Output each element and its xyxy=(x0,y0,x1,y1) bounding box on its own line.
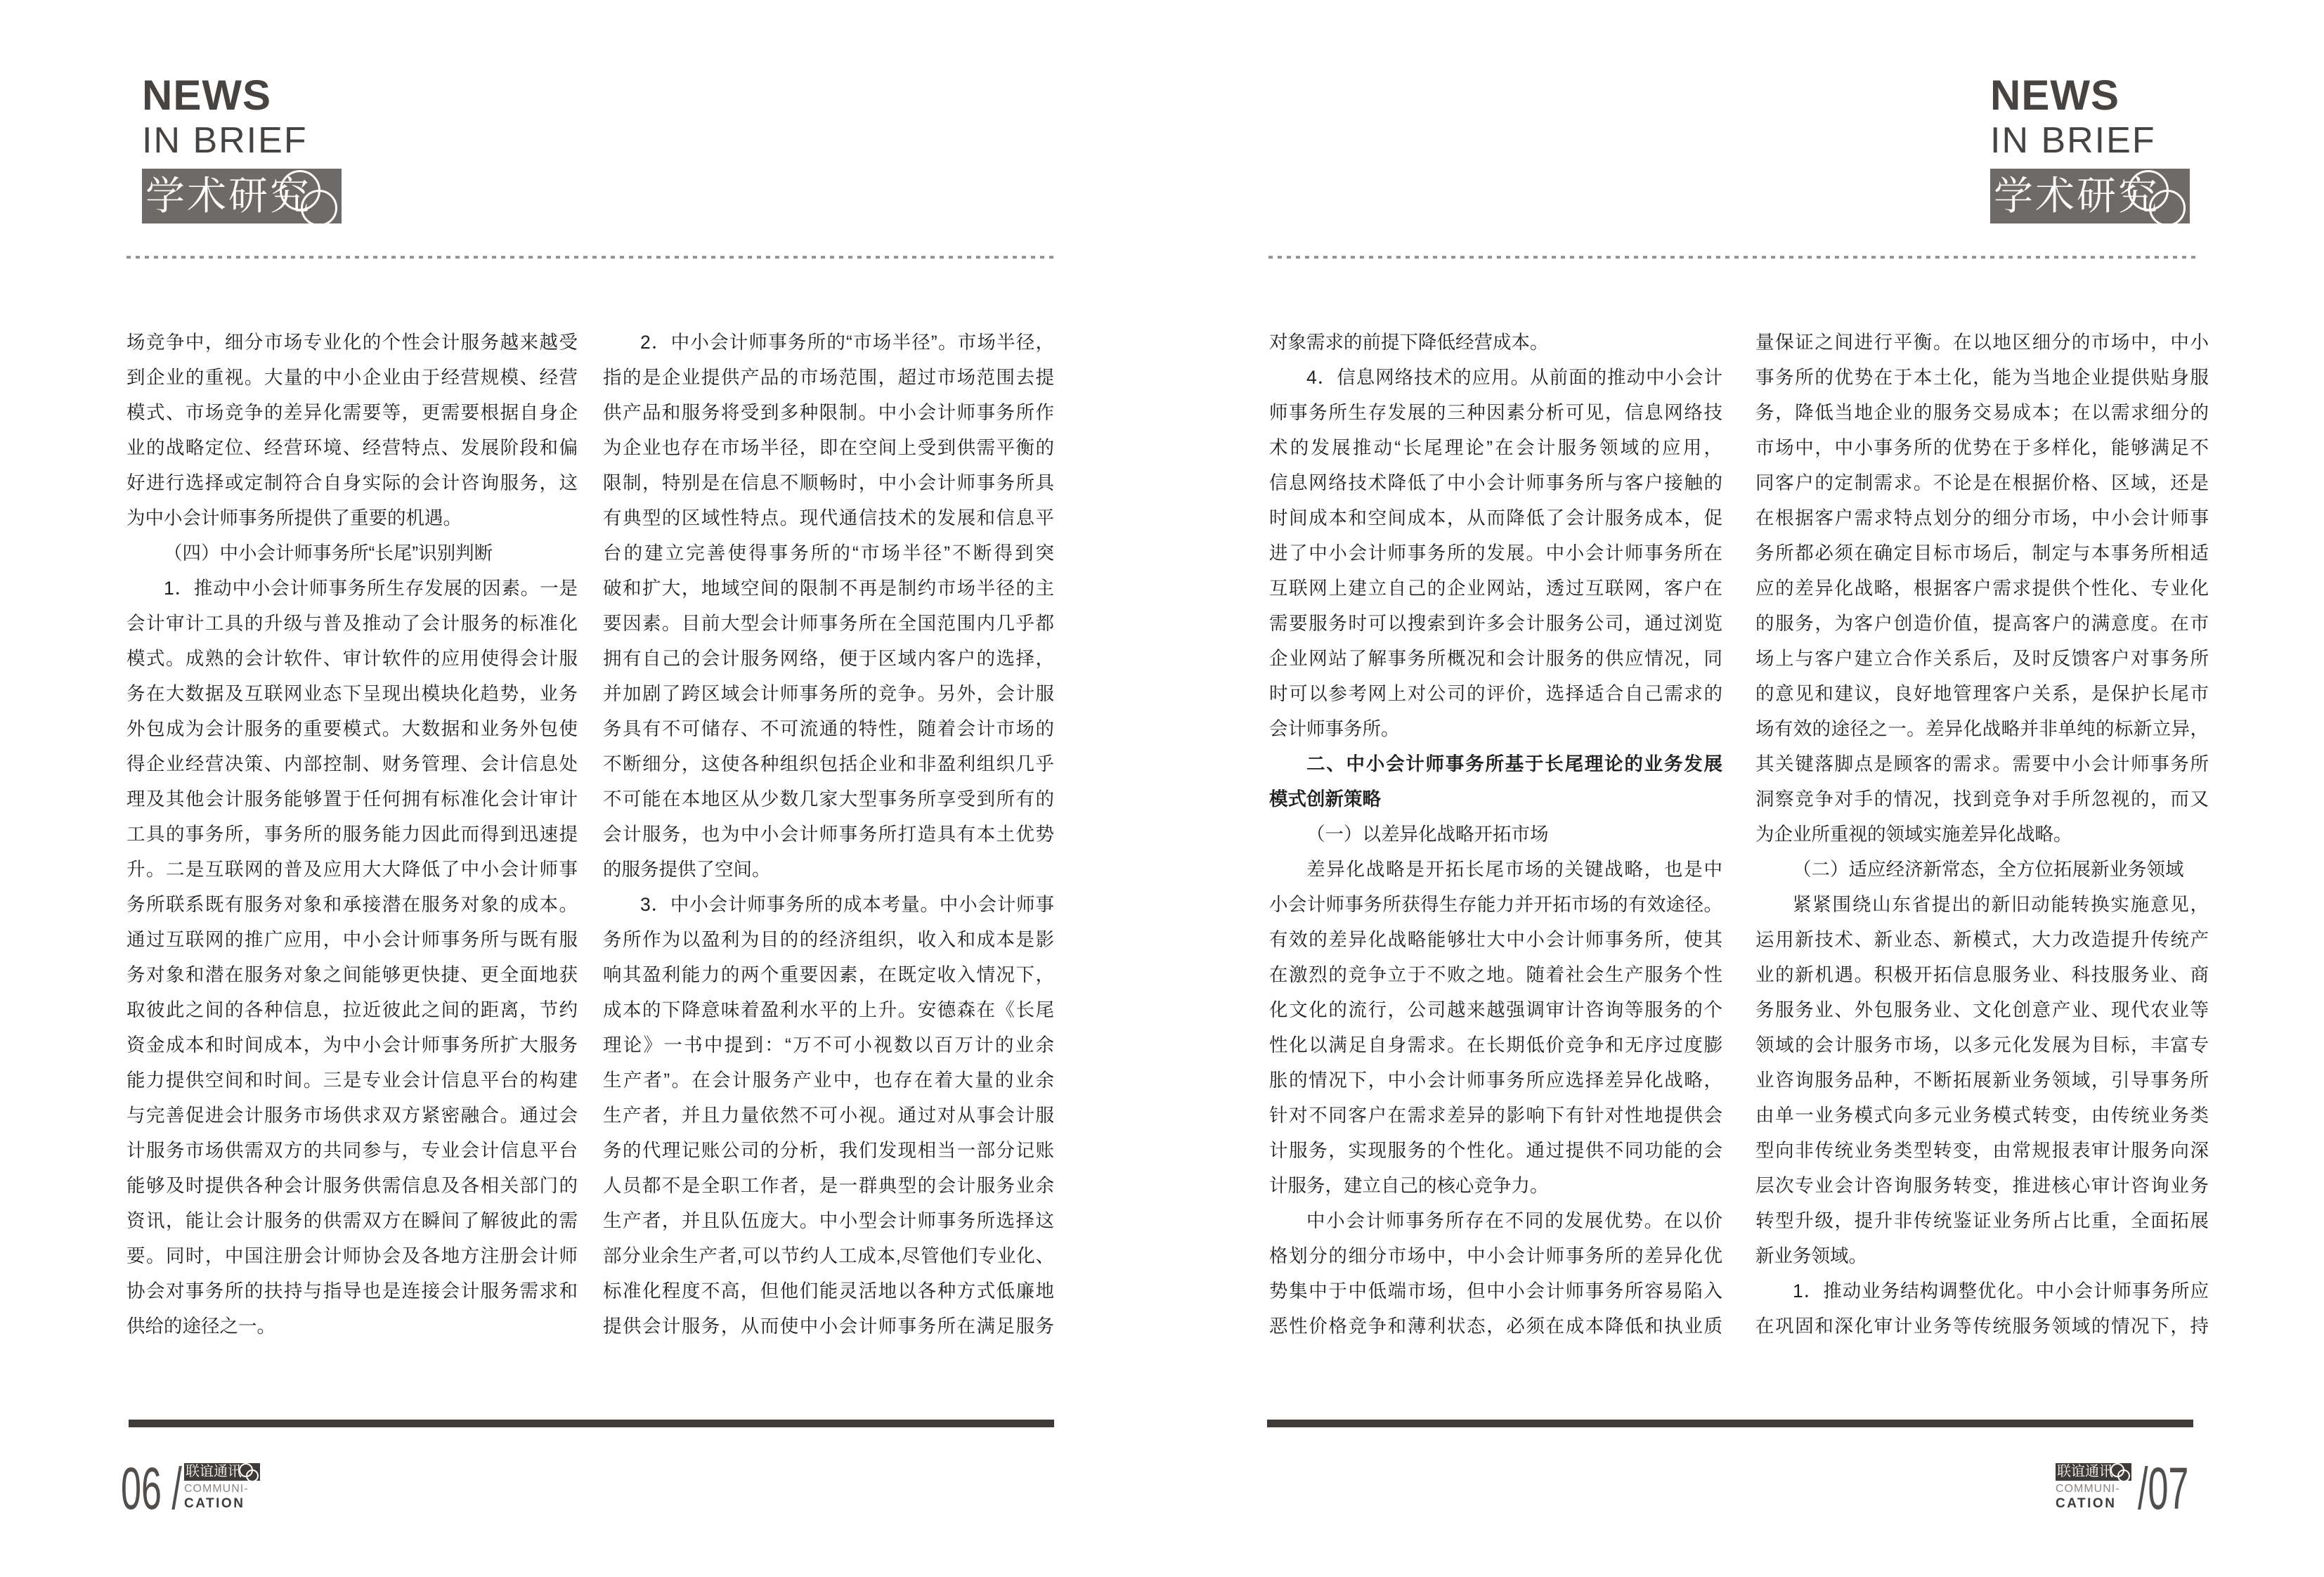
text-line: （一）以差异化战略开拓市场 xyxy=(1306,824,1549,845)
dotted-separator xyxy=(126,256,1054,259)
section-category-badge xyxy=(142,169,342,223)
text-line: 指的是企业提供产品的市场范围，超过市场范围去提 xyxy=(603,367,1054,388)
page-number-left: 06 / xyxy=(121,1455,182,1521)
text-line: 务所联系既有服务对象和承接潜在服务对象的成本。 xyxy=(126,894,578,915)
text-line: 格划分的细分市场中，中小会计师事务所的差异化优 xyxy=(1269,1245,1722,1266)
text-line: 资讯，能让会计服务的供需双方在瞬间了解彼此的需 xyxy=(126,1210,578,1231)
text-column-4 xyxy=(1755,325,2209,1344)
masthead-subtitle: IN BRIEF xyxy=(1990,120,2156,161)
text-line: 协会对事务所的扶持与指导也是连接会计服务需求和 xyxy=(126,1280,578,1302)
text-line: 会计师事务所。 xyxy=(1269,718,1400,739)
text-line: 提供会计服务，从而使中小会计师事务所在满足服务 xyxy=(603,1316,1054,1337)
journal-logo-en2: CATION xyxy=(184,1496,245,1511)
footer-rule xyxy=(1267,1420,2193,1427)
text-line: 模式、市场竞争的差异化需要等，更需要根据自身企 xyxy=(126,402,578,423)
masthead-title: NEWS xyxy=(1990,72,2119,119)
text-line: 能够及时提供各种会计服务供需信息及各相关部门的 xyxy=(126,1175,578,1196)
section-category-badge xyxy=(1990,169,2190,223)
overlapping-circles-icon xyxy=(2149,190,2186,223)
text-line: 与完善促进会计服务市场供求双方紧密融合。通过会 xyxy=(126,1105,578,1126)
text-line: 4．信息网络技术的应用。从前面的推动中小会计 xyxy=(1306,367,1722,388)
text-line: 量保证之间进行平衡。在以地区细分的市场中，中小 xyxy=(1755,332,2209,353)
text-line: 其关键落脚点是顾客的需求。需要中小会计师事务所 xyxy=(1755,753,2209,774)
text-line: 会计审计工具的升级与普及推动了会计服务的标准化 xyxy=(126,613,578,634)
text-line: 人员都不是全职工作者，是一群典型的会计服务业余 xyxy=(603,1175,1054,1196)
text-line: 胀的情况下，中小会计师事务所应选择差异化战略， xyxy=(1269,1070,1722,1091)
text-line: 响其盈利能力的两个重要因素，在既定收入情况下， xyxy=(603,964,1054,985)
text-line: 计服务市场供需双方的共同参与，专业会计信息平台 xyxy=(126,1140,578,1161)
text-line: 恶性价格竞争和薄利状态，必须在成本降低和执业质 xyxy=(1269,1316,1722,1337)
text-line: 务对象和潜在服务对象之间能够更快捷、更全面地获 xyxy=(126,964,578,985)
overlapping-circles-icon xyxy=(246,1469,259,1481)
text-column-1 xyxy=(126,325,578,1344)
text-line: 同客户的定制需求。不论是在根据价格、区域，还是 xyxy=(1755,472,2209,493)
text-line: 场上与客户建立合作关系后，及时反馈客户对事务所 xyxy=(1755,648,2209,669)
text-line: 要。同时，中国注册会计师协会及各地方注册会计师 xyxy=(126,1245,578,1266)
text-line: 不可能在本地区从少数几家大型事务所享受到所有的 xyxy=(603,788,1054,810)
text-line: 层次专业会计咨询服务转变，推进核心审计咨询业务 xyxy=(1755,1175,2209,1196)
text-line: 计服务，实现服务的个性化。通过提供不同功能的会 xyxy=(1269,1140,1722,1161)
text-line: 小会计师事务所获得生存能力并开拓市场的有效途径。 xyxy=(1269,894,1722,915)
text-line: 资金成本和时间成本，为中小会计师事务所扩大服务 xyxy=(126,1034,578,1056)
text-line: 场有效的途径之一。差异化战略并非单纯的标新立异， xyxy=(1755,718,2209,739)
text-line: 运用新技术、新业态、新模式，大力改造提升传统产 xyxy=(1755,929,2209,950)
text-line: 生产者，并且力量依然不可小视。通过对从事会计服 xyxy=(603,1105,1054,1126)
text-line: 互联网上建立自己的企业网站，透过互联网，客户在 xyxy=(1269,578,1722,599)
text-line: 标准化程度不高，但他们能灵活地以各种方式低廉地 xyxy=(603,1280,1054,1302)
text-line: 务，降低当地企业的服务交易成本；在以需求细分的 xyxy=(1755,402,2209,423)
text-line: 进了中小会计师事务所的发展。中小会计师事务所在 xyxy=(1269,543,1722,564)
text-line: 化文化的流行，公司越来越强调审计咨询等服务的个 xyxy=(1269,999,1722,1020)
text-line: 1．推动业务结构调整优化。中小会计师事务所应 xyxy=(1793,1280,2209,1302)
text-line: 不断细分，这使各种组织包括企业和非盈利组织几乎 xyxy=(603,753,1054,774)
text-line: 场竞争中，细分市场专业化的个性会计服务越来越受 xyxy=(126,332,578,353)
text-line: 在根据客户需求特点划分的细分市场，中小会计师事 xyxy=(1755,507,2209,528)
journal-logo xyxy=(184,1463,297,1510)
masthead-title: NEWS xyxy=(142,72,271,119)
text-line: 模式创新策略 xyxy=(1269,788,1381,810)
text-line: 领域的会计服务市场，以多元化发展为目标，丰富专 xyxy=(1755,1034,2209,1056)
text-line: 到企业的重视。大量的中小企业由于经营规模、经营 xyxy=(126,367,578,388)
text-line: 务所作为以盈利为目的的经济组织，收入和成本是影 xyxy=(603,929,1054,950)
text-line: 业的战略定位、经营环境、经营特点、发展阶段和偏 xyxy=(126,437,578,458)
text-line: 有效的差异化战略能够壮大中小会计师事务所，使其 xyxy=(1269,929,1722,950)
footer-rule xyxy=(129,1420,1054,1427)
text-line: 企业网站了解事务所概况和会计服务的供应情况，同 xyxy=(1269,648,1722,669)
text-line: 术的发展推动“长尾理论”在会计服务领域的应用， xyxy=(1269,437,1722,458)
text-line: 通过互联网的推广应用，中小会计师事务所与既有服 xyxy=(126,929,578,950)
text-line: 能力提供空间和时间。三是专业会计信息平台的构建 xyxy=(126,1070,578,1091)
journal-logo-en1: COMMUNI- xyxy=(184,1483,249,1495)
text-line: 时间成本和空间成本，从而降低了会计服务成本，促 xyxy=(1269,507,1722,528)
text-line: （二）适应经济新常态，全方位拓展新业务领域 xyxy=(1793,859,2184,880)
masthead-left xyxy=(142,74,342,223)
journal-logo-cn: 联谊通讯 xyxy=(2057,1464,2113,1479)
text-line: 工具的事务所，事务所的服务能力因此而得到迅速提 xyxy=(126,824,578,845)
text-line: 务的代理记账公司的分析，我们发现相当一部分记账 xyxy=(603,1140,1054,1161)
text-line: 由单一业务模式向多元业务模式转变，由传统业务类 xyxy=(1755,1105,2209,1126)
text-line: 得企业经营决策、内部控制、财务管理、会计信息处 xyxy=(126,753,578,774)
text-line: 二、中小会计师事务所基于长尾理论的业务发展 xyxy=(1306,753,1722,774)
text-line: 中小会计师事务所存在不同的发展优势。在以价 xyxy=(1306,1210,1722,1231)
text-line: 外包成为会计服务的重要模式。大数据和业务外包使 xyxy=(126,718,578,739)
text-line: 生产者，并且队伍庞大。中小型会计师事务所选择这 xyxy=(603,1210,1054,1231)
text-column-2 xyxy=(603,325,1054,1344)
text-line: 拥有自己的会计服务网络，便于区域内客户的选择， xyxy=(603,648,1054,669)
text-line: 事务所的优势在于本土化，能为当地企业提供贴身服 xyxy=(1755,367,2209,388)
text-line: 务具有不可储存、不可流通的特性，随着会计市场的 xyxy=(603,718,1054,739)
section-category-label: 学术研究 xyxy=(1994,174,2160,218)
text-line: 新业务领域。 xyxy=(1755,1245,1867,1266)
text-line: 有典型的区域性特点。现代通信技术的发展和信息平 xyxy=(603,507,1054,528)
text-line: 限制，特别是在信息不顺畅时，中小会计师事务所具 xyxy=(603,472,1054,493)
overlapping-circles-icon xyxy=(301,190,337,223)
text-line: 紧紧围绕山东省提出的新旧动能转换实施意见， xyxy=(1793,894,2209,915)
text-line: 2．中小会计师事务所的“市场半径”。市场半径， xyxy=(640,332,1054,353)
text-line: 并加剧了跨区域会计师事务所的竞争。另外，会计服 xyxy=(603,683,1054,704)
text-line: 理及其他会计服务能够置于任何拥有标准化会计审计 xyxy=(126,788,578,810)
text-line: （四）中小会计师事务所“长尾”识别判断 xyxy=(164,543,493,564)
text-line: 市场中，中小事务所的优势在于多样化，能够满足不 xyxy=(1755,437,2209,458)
text-line: 在激烈的竞争立于不败之地。随着社会生产服务个性 xyxy=(1269,964,1722,985)
text-line: 好进行选择或定制符合自身实际的会计咨询服务，这 xyxy=(126,472,578,493)
journal-logo-box xyxy=(184,1463,260,1481)
text-line: 应的差异化战略，根据客户需求提供个性化、专业化 xyxy=(1755,578,2209,599)
text-line: 会计服务，也为中小会计师事务所打造具有本土优势 xyxy=(603,824,1054,845)
text-line: 台的建立完善使得事务所的“市场半径”不断得到突 xyxy=(603,543,1054,564)
text-line: 的服务提供了空间。 xyxy=(603,859,771,880)
text-line: 理论》一书中提到：“万不可小视数以百万计的业余 xyxy=(603,1034,1054,1056)
text-line: 升。二是互联网的普及应用大大降低了中小会计师事 xyxy=(126,859,578,880)
text-line: 取彼此之间的各种信息，拉近彼此之间的距离，节约 xyxy=(126,999,578,1020)
text-line: 成本的下降意味着盈利水平的上升。安德森在《长尾 xyxy=(603,999,1054,1020)
text-line: 计服务，建立自己的核心竞争力。 xyxy=(1269,1175,1549,1196)
text-line: 在巩固和深化审计业务等传统服务领域的情况下，持 xyxy=(1755,1316,2209,1337)
text-line: 的服务，为客户创造价值，提高客户的满意度。在市 xyxy=(1755,613,2209,634)
text-line: 时可以参考网上对公司的评价，选择适合自己需求的 xyxy=(1269,683,1722,704)
text-line: 的意见和建议，良好地管理客户关系，是保护长尾市 xyxy=(1755,683,2209,704)
text-line: 务服务业、外包服务业、文化创意产业、现代农业等 xyxy=(1755,999,2209,1020)
text-line: 师事务所生存发展的三种因素分析可见，信息网络技 xyxy=(1269,402,1722,423)
section-category-label: 学术研究 xyxy=(145,174,311,218)
text-line: 为中小会计师事务所提供了重要的机遇。 xyxy=(126,507,462,528)
text-line: 业咨询服务品种，不断拓展新业务领域，引导事务所 xyxy=(1755,1070,2209,1091)
page-number-right: /07 xyxy=(2138,1455,2189,1521)
text-line: 型向非传统业务类型转变，由常规报表审计服务向深 xyxy=(1755,1140,2209,1161)
text-line: 1．推动中小会计师事务所生存发展的因素。一是 xyxy=(164,578,578,599)
text-line: 针对不同客户在需求差异的影响下有针对性地提供会 xyxy=(1269,1105,1722,1126)
masthead-subtitle: IN BRIEF xyxy=(142,120,308,161)
text-line: 务所都必须在确定目标市场后，制定与本事务所相适 xyxy=(1755,543,2209,564)
text-line: 生产者”。在会计服务产业中，也存在着大量的业余 xyxy=(603,1070,1054,1091)
text-line: 破和扩大，地域空间的限制不再是制约市场半径的主 xyxy=(603,578,1054,599)
text-line: 为企业也存在市场半径，即在空间上受到供需平衡的 xyxy=(603,437,1054,458)
text-line: 供给的途径之一。 xyxy=(126,1316,275,1337)
text-line: 洞察竞争对手的情况，找到竞争对手所忽视的，而又 xyxy=(1755,788,2209,810)
journal-logo-en1: COMMUNI- xyxy=(2056,1483,2120,1495)
overlapping-circles-icon xyxy=(2117,1469,2130,1481)
text-line: 3．中小会计师事务所的成本考量。中小会计师事 xyxy=(640,894,1054,915)
text-line: 信息网络技术降低了中小会计师事务所与客户接触的 xyxy=(1269,472,1722,493)
text-line: 部分业余生产者,可以节约人工成本,尽管他们专业化、 xyxy=(603,1245,1054,1266)
text-line: 需要服务时可以搜索到许多会计服务公司，通过浏览 xyxy=(1269,613,1722,634)
journal-logo-box xyxy=(2056,1463,2131,1481)
text-line: 为企业所重视的领域实施差异化战略。 xyxy=(1755,824,2072,845)
text-line: 要因素。目前大型会计师事务所在全国范围内几乎都 xyxy=(603,613,1054,634)
masthead-right xyxy=(1990,74,2190,223)
text-line: 模式。成熟的会计软件、审计软件的应用使得会计服 xyxy=(126,648,578,669)
text-line: 业的新机遇。积极开拓信息服务业、科技服务业、商 xyxy=(1755,964,2209,985)
text-line: 势集中于中低端市场，但中小会计师事务所容易陷入 xyxy=(1269,1280,1722,1302)
text-line: 差异化战略是开拓长尾市场的关键战略，也是中 xyxy=(1306,859,1722,880)
journal-logo-cn: 联谊通讯 xyxy=(186,1464,242,1479)
text-line: 性化以满足自身需求。在长期低价竞争和无序过度膨 xyxy=(1269,1034,1722,1056)
text-line: 转型升级，提升非传统鉴证业务所占比重，全面拓展 xyxy=(1755,1210,2209,1231)
dotted-separator xyxy=(1268,256,2196,259)
text-column-3 xyxy=(1269,325,1722,1344)
journal-logo-en2: CATION xyxy=(2056,1496,2117,1511)
text-line: 对象需求的前提下降低经营成本。 xyxy=(1269,332,1549,353)
text-line: 供产品和服务将受到多种限制。中小会计师事务所作 xyxy=(603,402,1054,423)
text-line: 务在大数据及互联网业态下呈现出模块化趋势，业务 xyxy=(126,683,578,704)
